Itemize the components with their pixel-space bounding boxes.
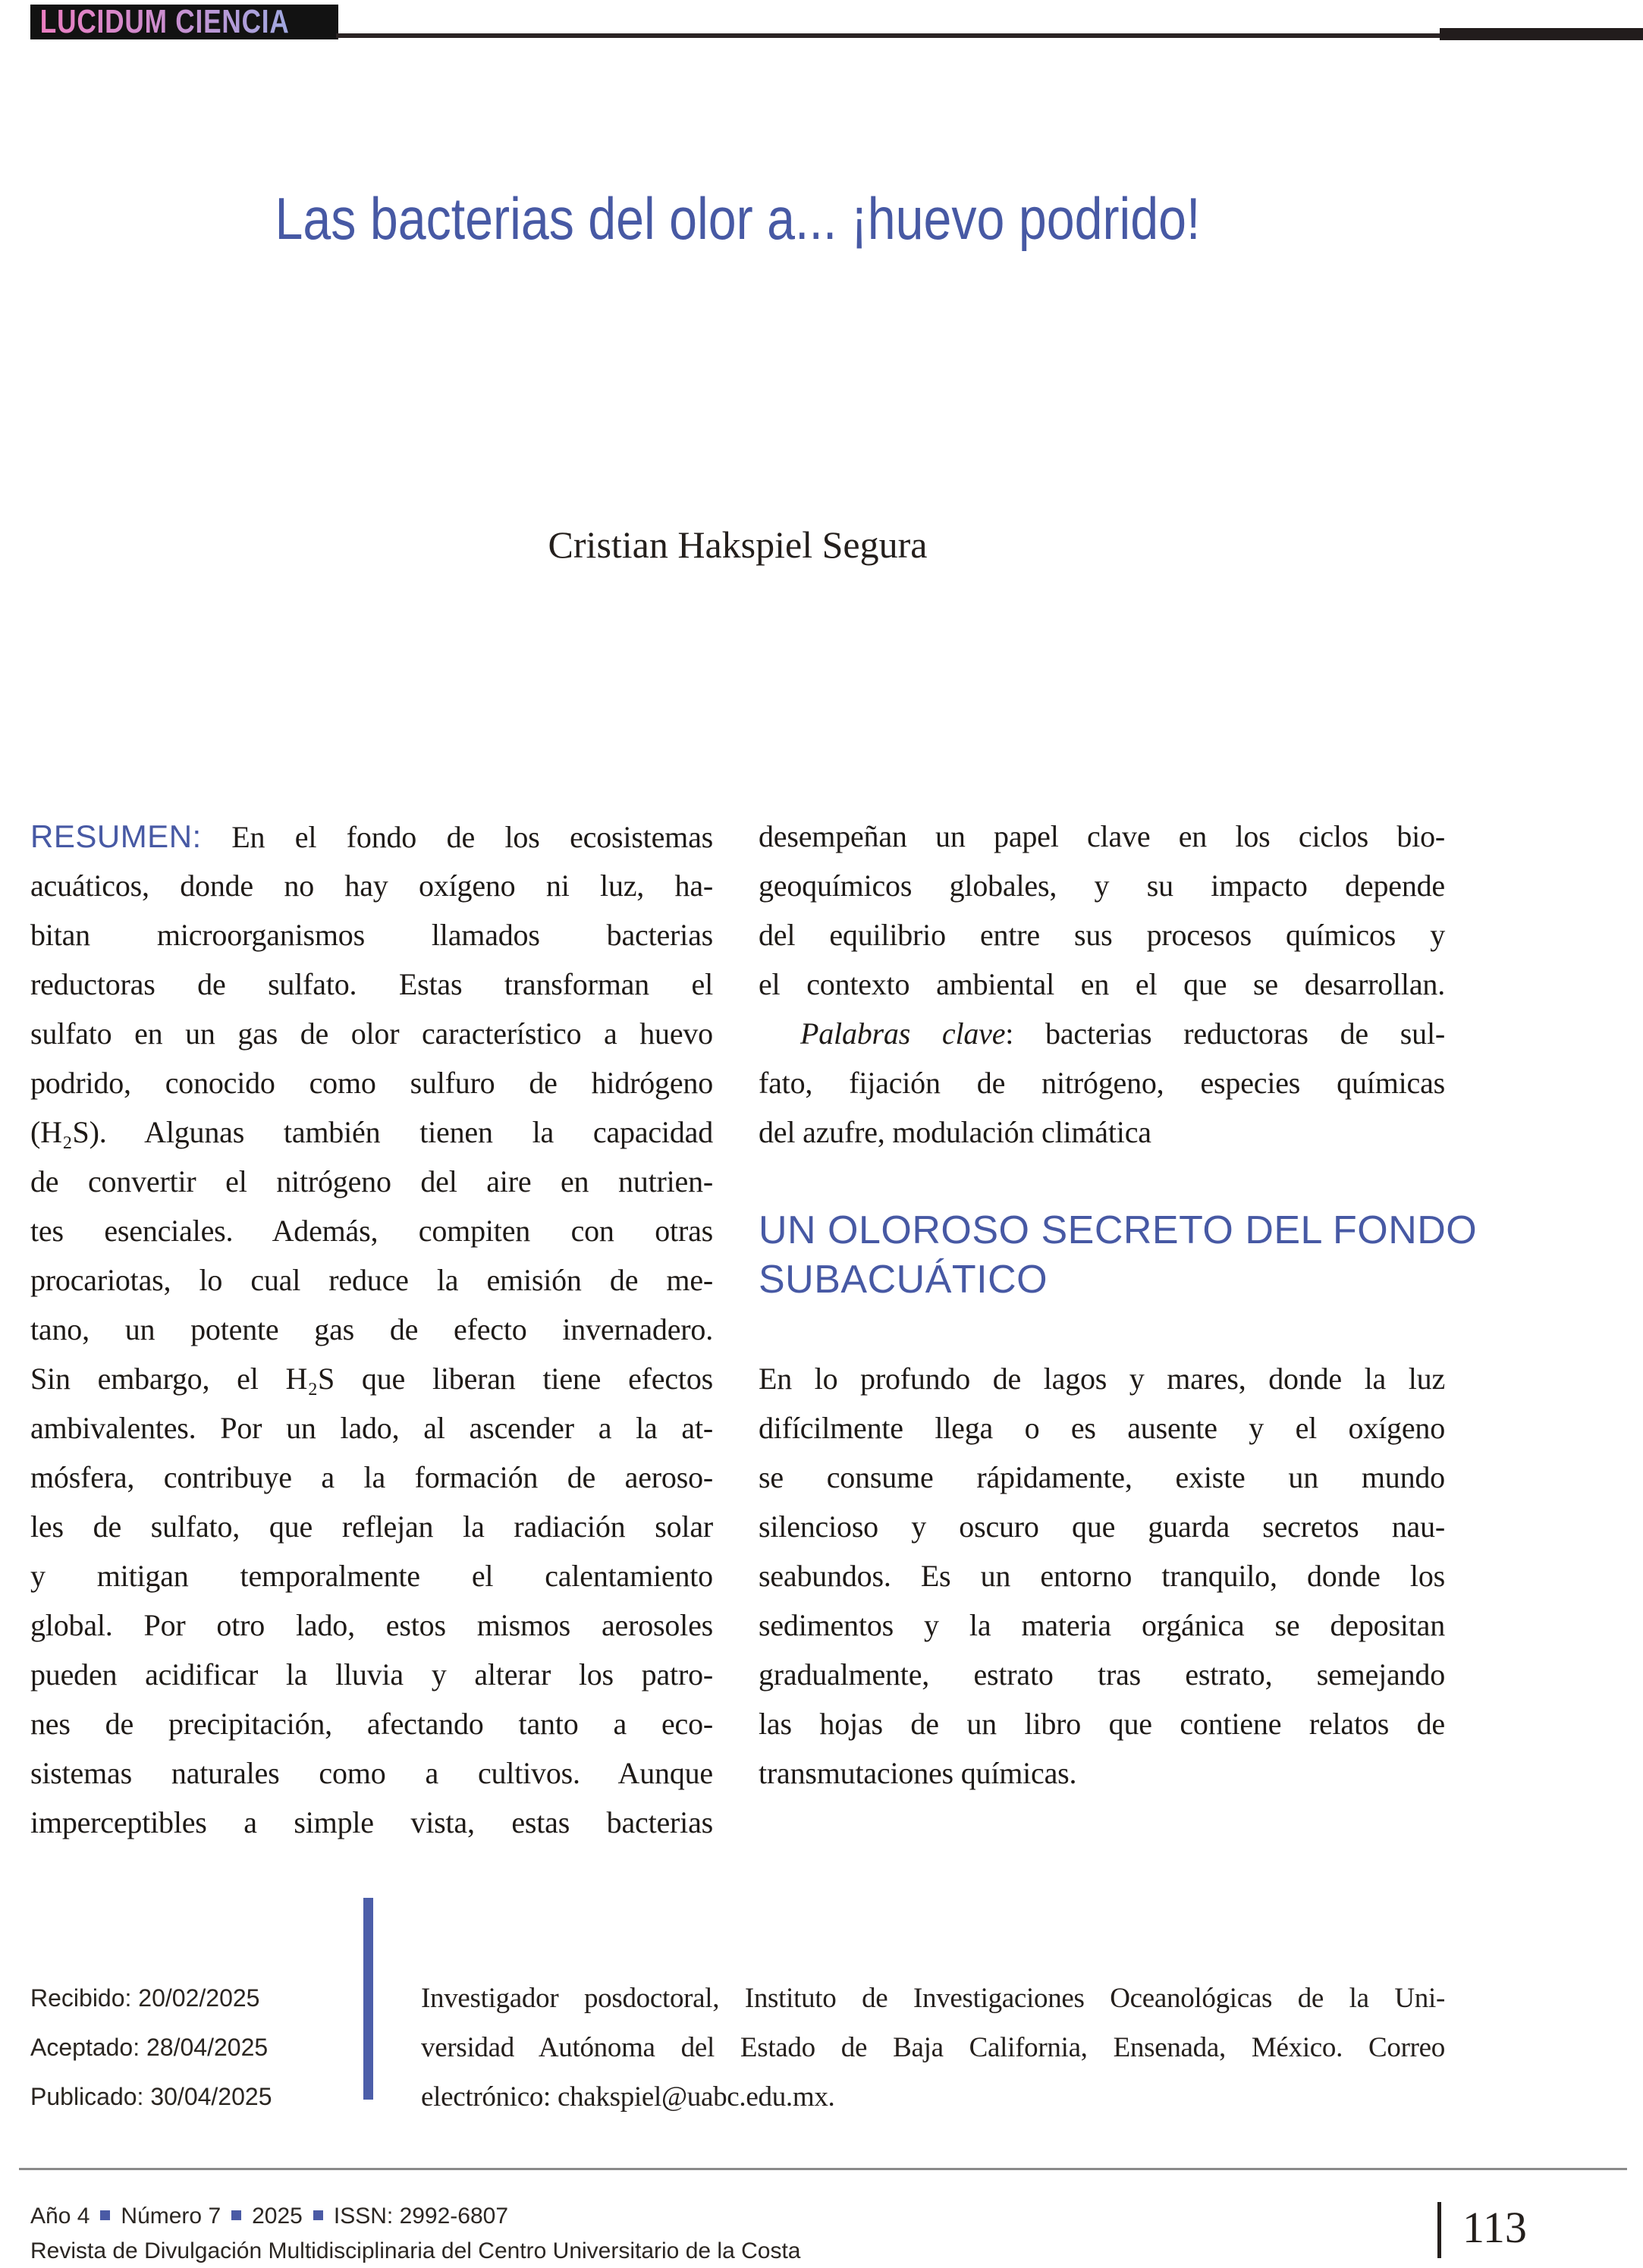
- text-line: Palabras clave: bacterias reductoras de sul-: [800, 1016, 1445, 1051]
- journal-logo-box: [30, 5, 338, 39]
- text-line: se consume rápidamente, existe un mundo: [759, 1460, 1445, 1494]
- date-line: Recibido: 20/02/2025: [30, 1984, 260, 2012]
- text-line: del equilibrio entre sus procesos químicos y: [759, 918, 1445, 952]
- author-affiliation: [421, 1974, 1445, 2122]
- footer-rule: [19, 2168, 1627, 2170]
- text-line: bitan microorganismos llamados bacterias: [30, 918, 713, 952]
- text-line: procariotas, lo cual reduce la emisión de me-: [30, 1263, 713, 1297]
- text-line: les de sulfato, que reflejan la radiación solar: [30, 1509, 713, 1544]
- journal-logo: LUCIDUM CIENCIA: [30, 5, 290, 39]
- article-author: Cristian Hakspiel Segura: [548, 523, 928, 566]
- text-line: y mitigan temporalmente el calentamiento: [30, 1559, 713, 1593]
- text-line: del azufre, modulación climática: [759, 1115, 1151, 1149]
- separator-square-icon: [100, 2210, 110, 2220]
- text-line: acuáticos, donde no hay oxígeno ni luz, ha-: [30, 869, 713, 903]
- issn-segment: 2025: [252, 2204, 303, 2229]
- affiliation-line: Investigador posdoctoral, Instituto de Investigaciones Oceanológicas de la Uni-: [421, 1983, 1445, 2014]
- text-line: desempeñan un papel clave en los ciclos bio-: [759, 819, 1445, 853]
- text-line: tes esenciales. Además, compiten con otras: [30, 1214, 713, 1248]
- text-line: imperceptibles a simple vista, estas bacterias: [30, 1805, 713, 1839]
- text-line: En lo profundo de lagos y mares, donde la luz: [759, 1362, 1445, 1396]
- journal-name: Revista de Divulgación Multidisciplinaria del Centro Universitario de la Costa: [30, 2238, 801, 2263]
- header-corner-bar: [1440, 28, 1643, 40]
- text-line: el contexto ambiental en el que se desarrollan.: [759, 967, 1445, 1001]
- text-line: las hojas de un libro que contiene relatos de: [759, 1707, 1445, 1741]
- text-line: sistemas naturales como a cultivos. Aunque: [30, 1756, 713, 1790]
- text-line: silencioso y oscuro que guarda secretos nau-: [759, 1509, 1445, 1544]
- page-number-divider: [1437, 2202, 1441, 2258]
- keywords-label: Palabras clave: [800, 1016, 1006, 1051]
- date-line: Aceptado: 28/04/2025: [30, 2034, 269, 2061]
- affiliation-line: electrónico: chakspiel@uabc.edu.mx.: [421, 2081, 835, 2113]
- text-line: reductoras de sulfato. Estas transforman el: [30, 967, 713, 1001]
- text-line: de convertir el nitrógeno del aire en nutrien-: [30, 1164, 713, 1198]
- page-number: 113: [1462, 2203, 1527, 2252]
- footer-divider-bar: [363, 1898, 373, 2100]
- footer-dates: [30, 1974, 357, 2122]
- left-column: [30, 812, 713, 1847]
- text-line: (H₂S). Algunas también tienen la capacidad: [30, 1115, 713, 1149]
- text-line: mósfera, contribuye a la formación de aeroso-: [30, 1460, 713, 1494]
- text-line: global. Por otro lado, estos mismos aerosoles: [30, 1608, 713, 1642]
- separator-square-icon: [313, 2210, 323, 2220]
- blank-line: [759, 1157, 1445, 1206]
- issn-segment: Número 7: [121, 2204, 221, 2229]
- header-rule: [336, 33, 1440, 38]
- blank-line: [759, 1305, 1445, 1354]
- text-line: gradualmente, estrato tras estrato, semejando: [759, 1657, 1445, 1692]
- text-line: sedimentos y la materia orgánica se depositan: [759, 1608, 1445, 1642]
- text-line: pueden acidificar la lluvia y alterar los patro-: [30, 1657, 713, 1692]
- date-line: Publicado: 30/04/2025: [30, 2083, 272, 2110]
- issn-line: [30, 2198, 508, 2235]
- article-title: Las bacterias del olor a... ¡huevo podrido!: [275, 185, 1201, 252]
- text-line: ambivalentes. Por un lado, al ascender a la at-: [30, 1411, 713, 1445]
- abstract-label: RESUMEN:: [30, 818, 202, 854]
- text-line: transmutaciones químicas.: [759, 1756, 1077, 1790]
- text-line: geoquímicos globales, y su impacto depende: [759, 869, 1445, 903]
- separator-square-icon: [231, 2210, 241, 2220]
- affiliation-line: versidad Autónoma del Estado de Baja California, Ensenada, México. Correo: [421, 2032, 1445, 2063]
- text-line: sulfato en un gas de olor característico a huevo: [30, 1016, 713, 1051]
- issn-segment: ISSN: 2992-6807: [333, 2204, 509, 2229]
- text-line: Sin embargo, el H₂S que liberan tiene efectos: [30, 1362, 713, 1396]
- issn-segment: Año 4: [30, 2204, 90, 2229]
- right-column: [759, 812, 1478, 1798]
- text-line: tano, un potente gas de efecto invernadero.: [30, 1312, 713, 1346]
- text-line: difícilmente llega o es ausente y el oxígeno: [759, 1411, 1445, 1445]
- text-line: seabundos. Es un entorno tranquilo, donde los: [759, 1559, 1445, 1593]
- section-heading-line: UN OLOROSO SECRETO DEL FONDO: [759, 1208, 1478, 1252]
- section-heading-line: SUBACUÁTICO: [759, 1258, 1048, 1302]
- text-line: podrido, conocido como sulfuro de hidrógeno: [30, 1066, 713, 1100]
- text-line: fato, fijación de nitrógeno, especies químicas: [759, 1066, 1445, 1100]
- text-line: nes de precipitación, afectando tanto a eco-: [30, 1707, 713, 1741]
- text-line: RESUMEN: En el fondo de los ecosistemas: [30, 818, 713, 854]
